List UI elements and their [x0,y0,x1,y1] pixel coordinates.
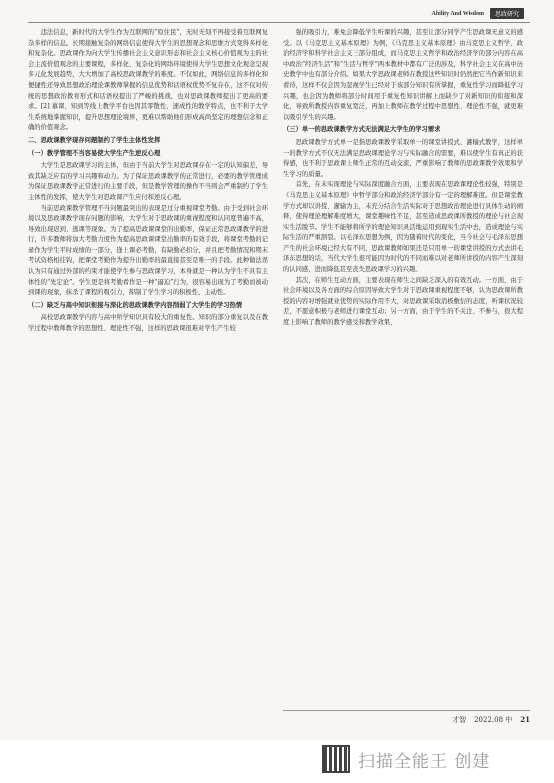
paragraph: 思政课教学方式单一是指思政课教学采取单一的课堂讲授式、灌输式教学，这样单一的教学方式不仅无法满足思政课理论学习与实际融合的需要，难以使学生有真正的获得感，也不利于思政课上师生正常的互动交流，严重影响了教师的思政课教学效果和学生学习的质量。 [283,138,523,178]
qr-code-icon [322,745,350,773]
paragraph: 违法信息，新时代的大学生作为互联网的“原住民”，无时无刻不再接受着互联网复杂多样的信息。长期接触复杂的网络信息使得大学生的思想观念和思维方式变得多样化和复杂化。思政课作为向大学生传播社会主义意识形态和社会主义核心价值观为主的社会主流价值观念的主要课程，多样化、复杂化的网络环境使得大学生思想文化观念呈现多元化发展趋势，大大增加了高校思政课教学的难度。不仅如此，网络信息的多样化和便捷性还导致思想政治理论课教师掌握的信息优势和话语权优势不复存在，这不仅对传统的思想政治教育形式和话语权提出了严峻的挑战，也对思政课教师提出了更高的要求。[2] 慕课、知到等线上教学平台也因其零散性、速成性的教学特点，也不利于大学生系统地掌握知识，提升思想理论境界，更难以帮助他们形成高尚坚定的理想信念和正确的价值观念。 [28,29,268,132]
section-tag: 思政研究 [490,8,524,19]
journal-name: 才智 [452,716,467,724]
issue-date: 2022.08 中 [474,716,513,724]
journal-english-title: Ability And Wisdom [431,10,484,17]
subsection-heading: （二）缺乏与高中知识衔接与深化的思政课教学内容削弱了大学生的学习热情 [28,301,243,309]
subsection-heading: （三）单一的思政课教学方式无法满足大学生的学习需求 [283,126,441,134]
page-number: 21 [520,715,530,724]
paragraph: 其次，在师生互动方面，主要表现在师生之间缺乏深入的有效互动。一方面，由于社会环境以及各方面的综合原因导致大学生对于思政课重视程度不够，认为思政课所教授的内容对增强就业优势的实际作用不大，对思政课采取消极敷衍的态度，听课状况较差，不愿意积极与老师进行课堂互动；另一方面，由于学生的不关注、不参与，很大程度上影响了教师的教学感受和教学效果， [283,276,523,327]
scanner-watermark [322,745,490,773]
subsection-heading: （一）教学管理不当容易使大学生产生逆反心理 [28,149,161,157]
paragraph: 首先，在未实现理论与实际深度融合方面，主要表现在思政课理论性较强，特别是《马克思主义基本原理》中哲学部分和政治经济学部分有一定的理解难度。但是课堂教学方式却以讲授、灌输为主，未充分结合生活实际对于思想政治理论进行具体生动的阐释，使得理论理解难度增大，课堂趣味性不足，甚至造成思政课所教授的理论与社会现实生活脱节。学生不能够将所学的理论知识灵活地运用到现实生活中去，造成理论与实际生活的严重割裂。以毛泽东思想为例，因为随着时代的变化，当今社会与毛泽东思想产生的社会环境已经大有不同，思政课教师如果还是只用单一的课堂讲授的方式去讲毛泽东思想的话，当代大学生很可能因为时代的不同而难以对老师所讲授的内容产生深刻的认同感，进而降低甚至丧失思政课学习的兴趣。 [283,181,523,274]
page-footer [283,710,530,725]
header-rule [28,22,530,23]
left-column [28,28,268,335]
paragraph: 高校思政课教学内容与高中所学知识具有较大的重复性。知识的部分重复以及在教学过程中教师教学的思想性、理论性不强，这样的思政课很难对学生产生较 [28,314,268,333]
paragraph: 当前思政课教学管理不当问题最突出的表现是过分重视课堂考勤。由于受到社会环境以及思政课教学现存问题的影响，大学生对于思政课的重视程度和认同度普遍不高，导致出现迟到、逃课等现象。为了提高思政课课堂的出勤率，保证正常思政课教学的进行，许多教师将加大考勤力度作为提高思政课课堂出勤率的有效手段，将课堂考勤的记录作为学生平时成绩的一部分，逢上课必考勤，有缺勤必扣分，并且把考勤情况和期末考试资格相挂钩，把课堂考勤作为提升出勤率的最直接甚至是唯一的手段。此种做法误认为只有通过外部的约束才能使学生参与思政课学习，本身就是一种认为学生不具有主体性的“先定论”。学生更是将考勤看作是一种“逼迫”行为，很容易出现为了考勤而被动到课的现象，抹杀了课程的吸引力，抑制了学生学习的积极性、主动性。 [28,204,268,297]
paragraph: 强的吸引力，难免会降低学生听课的兴趣，甚至让部分同学产生思政课无意义的感受。以《马克思主义基本原理》为例，《马克思主义基本原理》由马克思主义哲学、政治经济学和科学社会主义三部分组成，而马克思主义哲学和政治经济学的部分内容在高中政治“经济生活”和“生活与哲学”两本教材中都有广泛的涉及，科学社会主义在高中历史教学中也有部分介绍。如果大学思政课老师在教授这些知识时仍然把它当作新知识来看待，这样不仅会因为忽视学生已经对于该部分知识有所掌握，重复性学习而降低学习兴趣，也会因为教师将部分时间用于重复性知识讲解上而缺少了对新知识的衔接和深化，导致所教授内容重复宽泛，再加上教师在教学过程中思想性、理论性不强，就更难以吸引学生的兴趣。 [283,29,523,121]
watermark-text: 扫描全能王 创建 [358,751,491,772]
running-header [432,8,524,19]
paragraph: 大学生是思政课学习的主体，但由于当前大学生对思政课存在一定的认知偏差，导致其缺乏应有的学习兴趣和动力。为了保证思政课教学的正常进行，必要的教学管理成为保证思政课教学正常进行的主要手段，但是教学管理的操作不当则会严重制约了学生主体性的发挥，使大学生对思政课产生应付和逆反心理。 [28,162,268,201]
right-column [283,28,523,329]
section-heading: 二、思政课教学现存问题制约了学生主体性发挥 [28,136,161,144]
